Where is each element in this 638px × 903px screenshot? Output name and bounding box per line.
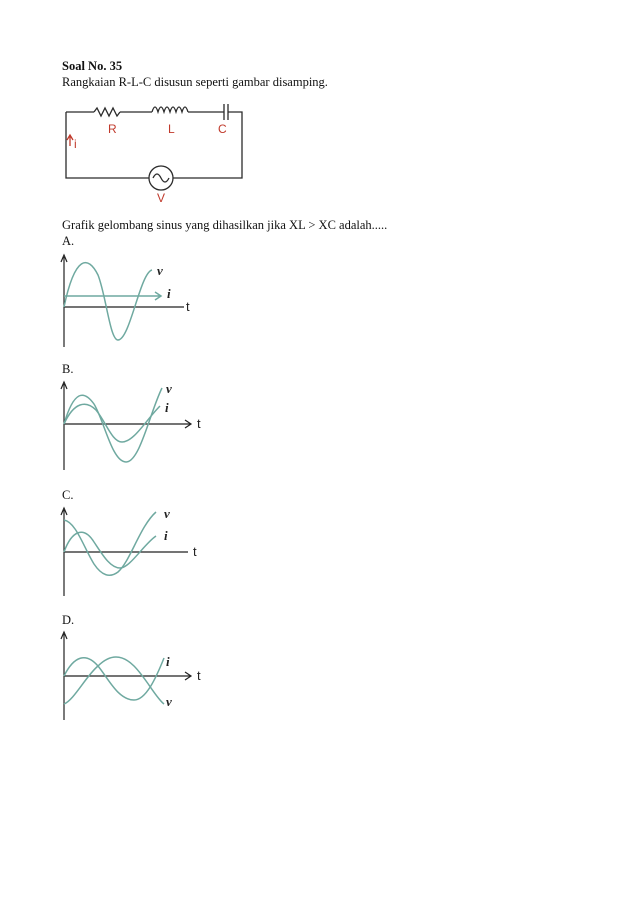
option-b-t-label: t — [197, 416, 201, 431]
rlc-circuit-diagram — [60, 100, 260, 205]
current-arrow-icon — [67, 135, 73, 146]
option-c-t-label: t — [193, 544, 197, 559]
resistor-symbol — [94, 108, 120, 116]
option-d-i-label: i — [166, 654, 170, 669]
option-b-v-label: v — [166, 381, 172, 396]
option-a-i-line — [64, 292, 161, 300]
option-d-v-wave — [64, 657, 164, 704]
option-a-v-label: v — [157, 263, 163, 278]
option-d-t-label: t — [197, 668, 201, 683]
wire-right — [173, 112, 242, 178]
option-b-letter: B. — [62, 362, 74, 376]
option-b-y-axis — [61, 382, 67, 470]
option-d-graph — [60, 632, 220, 724]
option-a-graph — [60, 255, 210, 350]
option-b-i-wave — [64, 404, 160, 442]
resistor-label: R — [108, 122, 117, 136]
option-c-i-wave — [64, 532, 156, 568]
option-a-v-wave — [64, 263, 152, 340]
option-c-letter: C. — [62, 488, 74, 502]
option-c-i-label: i — [164, 528, 168, 543]
option-a-i-label: i — [167, 286, 171, 301]
option-c-graph — [60, 508, 210, 600]
current-label: i — [74, 137, 77, 151]
option-a-t-label: t — [186, 299, 190, 314]
option-a-letter: A. — [62, 234, 75, 248]
capacitor-label: C — [218, 122, 227, 136]
option-a-y-axis — [61, 255, 67, 347]
question-prompt: Grafik gelombang sinus yang dihasilkan jika XL > XC adalah..... — [62, 218, 388, 232]
option-b-v-wave — [64, 388, 162, 462]
option-d-letter: D. — [62, 613, 75, 627]
option-b-i-label: i — [165, 400, 169, 415]
inductor-symbol — [152, 107, 188, 112]
option-d-v-label: v — [166, 694, 172, 709]
inductor-label: L — [168, 122, 175, 136]
question-number: Soal No. 35 — [62, 59, 123, 73]
option-d-t-axis — [64, 672, 191, 680]
option-b-t-axis — [64, 420, 191, 428]
capacitor-symbol — [224, 104, 228, 120]
question-intro: Rangkaian R-L-C disusun seperti gambar disamping. — [62, 75, 328, 89]
source-label: V — [157, 191, 166, 205]
option-d-i-wave — [64, 658, 164, 700]
option-c-v-label: v — [164, 506, 170, 521]
option-b-graph — [60, 382, 220, 474]
ac-wave-icon — [153, 174, 169, 182]
option-c-v-wave — [64, 512, 156, 575]
